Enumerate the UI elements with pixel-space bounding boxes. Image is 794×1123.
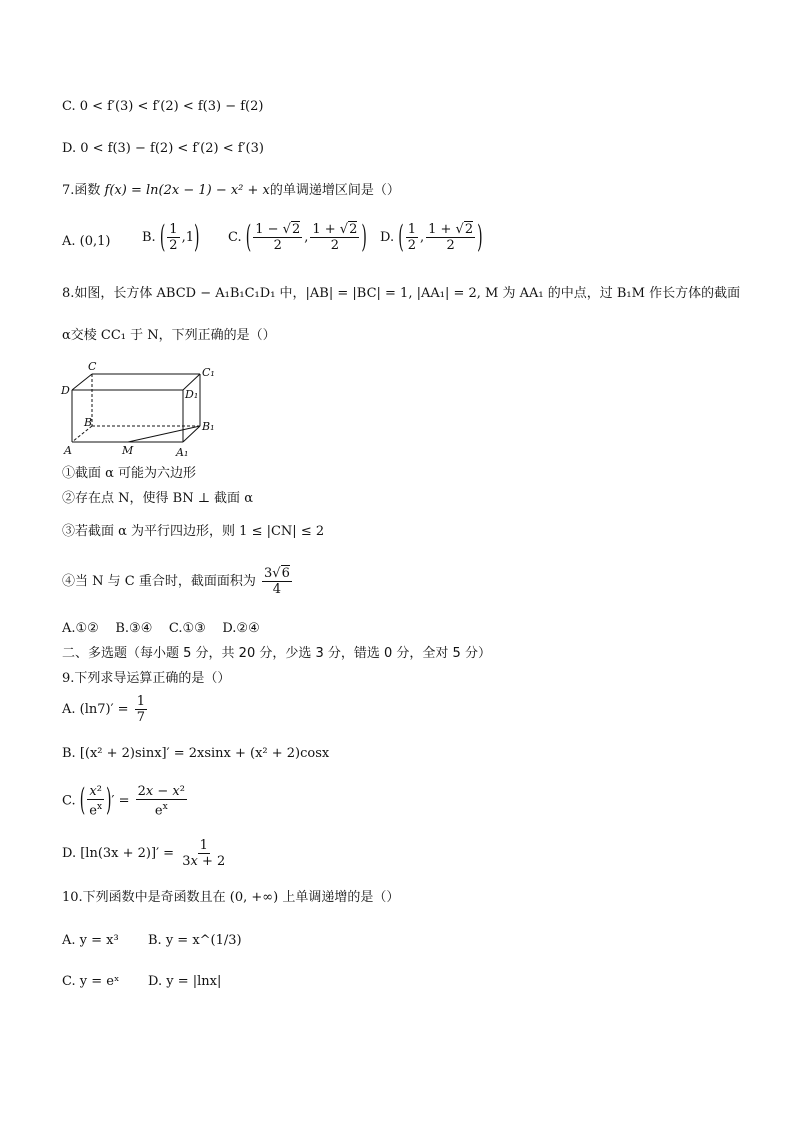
q8-options: A.①② B.③④ C.①③ D.②④: [62, 621, 260, 636]
q6-option-d: D. 0 < f(3) − f(2) < f′(2) < f′(3): [62, 141, 264, 156]
section-2-heading: 二、多选题（每小题 5 分，共 20 分，少选 3 分，错选 0 分，全对 5 分）: [62, 646, 491, 661]
q9-option-a-text: A. (ln7)′ =: [62, 702, 129, 717]
label-C1: C₁: [202, 366, 215, 379]
q6-option-c: C. 0 < f′(3) < f′(2) < f(3) − f(2): [62, 99, 264, 114]
q7-option-d: D. ( $\frac{1}{2}$ , $\frac{1 + √2}{2}$ ): [380, 219, 483, 256]
q9-option-c: C. ( $\frac{\text{x²}}{e^x}$ )′ = $\frac{\text{2x − x²}}{e^x}$: [62, 783, 185, 819]
q8-statement-4: ④当 N 与 C 重合时，截面面积为 $\frac{3√6}{4}$: [62, 566, 290, 597]
q10-option-c: C. y = eˣ: [62, 974, 120, 989]
q7-stem-func: f(x) = ln(2x − 1) − x² + x: [104, 183, 270, 198]
label-A1: A₁: [176, 446, 189, 459]
q7-stem-suffix: 的单调递增区间是（）: [269, 183, 400, 198]
q7-option-c: C. ( $\frac{1 - √2}{2}$ , $\frac{1 + √2}{2}$ ): [228, 219, 367, 256]
q8-statement-3: ③若截面 α 为平行四边形，则 1 ≤ |CN| ≤ 2: [62, 524, 325, 539]
q10-option-d: D. y = |lnx|: [148, 974, 222, 989]
q9-stem: 9.下列求导运算正确的是（）: [62, 671, 231, 686]
cuboid-figure: [60, 360, 230, 460]
q8-statement-4-text: ④当 N 与 C 重合时，截面面积为: [62, 574, 256, 589]
q9-option-d-text: D. [ln(3x + 2)]′ =: [62, 846, 175, 861]
label-D1: D₁: [185, 388, 199, 401]
label-B: B: [84, 416, 93, 429]
label-A: A: [64, 444, 72, 457]
q9-option-b: B. [(x² + 2)sinx]′ = 2xsinx + (x² + 2)cosx: [62, 746, 330, 761]
q9-option-a: A. (ln7)′ = $\frac{1}{7}$: [62, 694, 145, 725]
label-M: M: [122, 444, 134, 457]
q8-statement-2: ②存在点 N，使得 BN ⊥ 截面 α: [62, 491, 253, 506]
q7-option-b: B. ( $\frac{1}{2}$ ,1): [142, 219, 200, 256]
q7-stem-prefix: 7.函数: [62, 183, 105, 198]
q7-option-a: A. (0,1): [62, 234, 111, 249]
q10-option-a: A. y = x³: [62, 933, 119, 948]
q7-stem: [62, 182, 400, 200]
label-D: D: [61, 384, 70, 397]
q8-statement-1: ①截面 α 可能为六边形: [62, 466, 197, 481]
q7-option-c-label: C.: [228, 230, 242, 245]
q8-stem-line2: α交棱 CC₁ 于 N，下列正确的是（）: [62, 328, 276, 343]
q8-stem-line1: 8.如图，长方体 ABCD − A₁B₁C₁D₁ 中，|AB| = |BC| = 1, |AA₁| = 2, M 为 AA₁ 的中点，过 B₁M 作长方体的截面: [62, 286, 741, 301]
q9-option-c-label: C.: [62, 793, 76, 809]
q7-option-b-label: B.: [142, 230, 156, 245]
q10-option-b: B. y = x^(1/3): [148, 933, 242, 948]
label-B1: B₁: [202, 420, 215, 433]
q7-option-d-label: D.: [380, 230, 395, 245]
label-C: C: [88, 360, 97, 373]
q10-stem: 10.下列函数中是奇函数且在 (0, +∞) 上单调递增的是（）: [62, 890, 400, 905]
q9-option-d: D. [ln(3x + 2)]′ = $\frac{1}{3x + 2}$: [62, 838, 226, 869]
